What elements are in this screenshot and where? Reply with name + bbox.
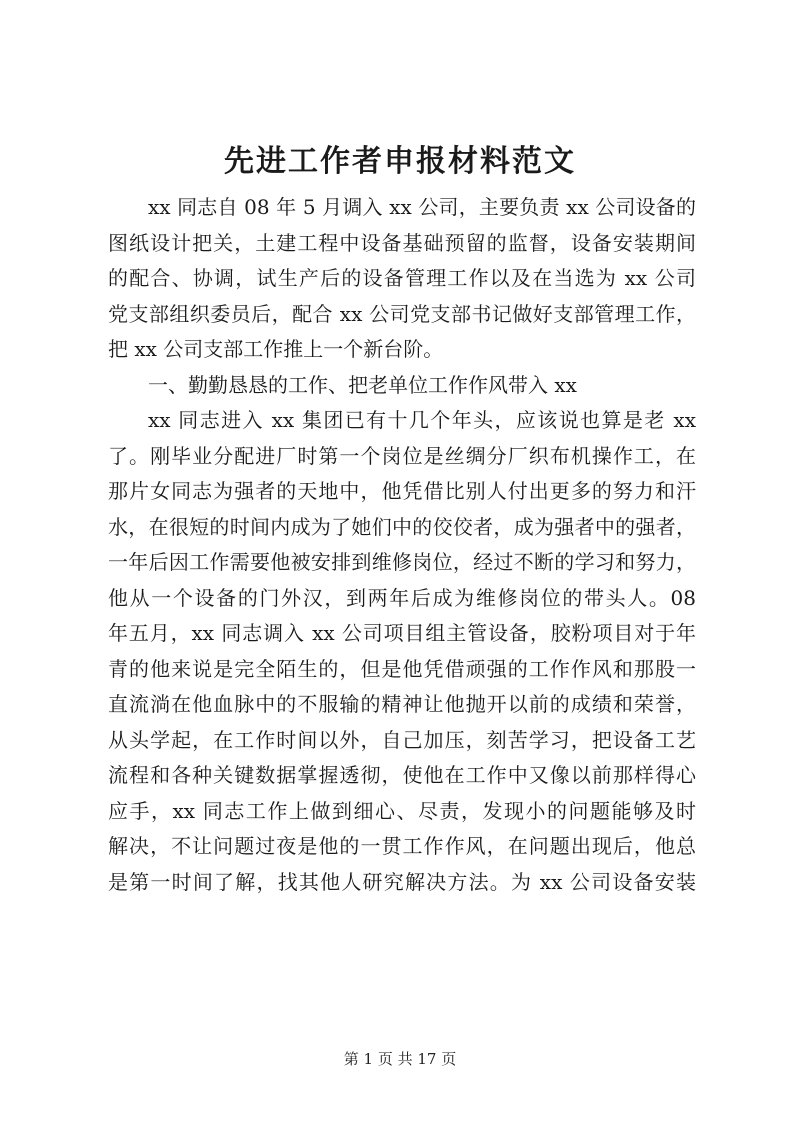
paragraph-line: xx 同志进入 xx 集团已有十几个年头，应该说也算是老 xx <box>148 408 696 432</box>
paragraph-line: 一年后因工作需要他被安排到维修岗位，经过不断的学习和努力， <box>108 550 696 574</box>
paragraph-line: 是第一时间了解，找其他人研究解决方法。为 xx 公司设备安装 <box>108 869 696 894</box>
paragraph-line: 直流淌在他血脉中的不服输的精神让他抛开以前的成绩和荣誉， <box>108 692 696 716</box>
paragraph-line: 从头学起，在工作时间以外，自己加压，刻苦学习，把设备工艺 <box>108 727 696 752</box>
paragraph-line: 党支部组织委员后，配合 xx 公司党支部书记做好支部管理工作， <box>108 301 696 326</box>
paragraph-line: xx 同志自 08 年 5 月调入 xx 公司，主要负责 xx 公司设备的 <box>148 195 696 219</box>
paragraph-line: 解决，不让问题过夜是他的一贯工作作风，在问题出现后，他总 <box>108 834 696 858</box>
paragraph-line: 他从一个设备的门外汉，到两年后成为维修岗位的带头人。08 <box>108 585 696 610</box>
paragraph-line: 水，在很短的时间内成为了她们中的佼佼者，成为强者中的强者， <box>108 514 696 539</box>
paragraph-line: 青的他来说是完全陌生的，但是他凭借顽强的工作作风和那股一 <box>108 656 696 681</box>
page-number-footer: 第 1 页 共 17 页 <box>343 1050 457 1068</box>
document-title: 先进工作者申报材料范文 <box>224 144 576 179</box>
paragraph-line: 那片女同志为强者的天地中，他凭借比别人付出更多的努力和汗 <box>108 479 696 503</box>
paragraph-line: 把 xx 公司支部工作推上一个新台阶。 <box>108 337 444 361</box>
section-heading: 一、勤勤恳恳的工作、把老单位工作作风带入 xx <box>148 372 577 397</box>
paragraph-line: 了。刚毕业分配进厂时第一个岗位是丝绸分厂织布机操作工，在 <box>108 443 696 468</box>
paragraph-line: 图纸设计把关，土建工程中设备基础预留的监督，设备安装期间 <box>108 230 696 255</box>
document-body <box>108 190 696 900</box>
paragraph-line: 年五月，xx 同志调入 xx 公司项目组主管设备，胶粉项目对于年 <box>108 621 696 645</box>
paragraph-line: 流程和各种关键数据掌握透彻，使他在工作中又像以前那样得心 <box>108 763 696 787</box>
paragraph-line: 的配合、协调，试生产后的设备管理工作以及在当选为 xx 公司 <box>108 266 696 290</box>
paragraph-line: 应手，xx 同志工作上做到细心、尽责，发现小的问题能够及时 <box>108 798 696 823</box>
